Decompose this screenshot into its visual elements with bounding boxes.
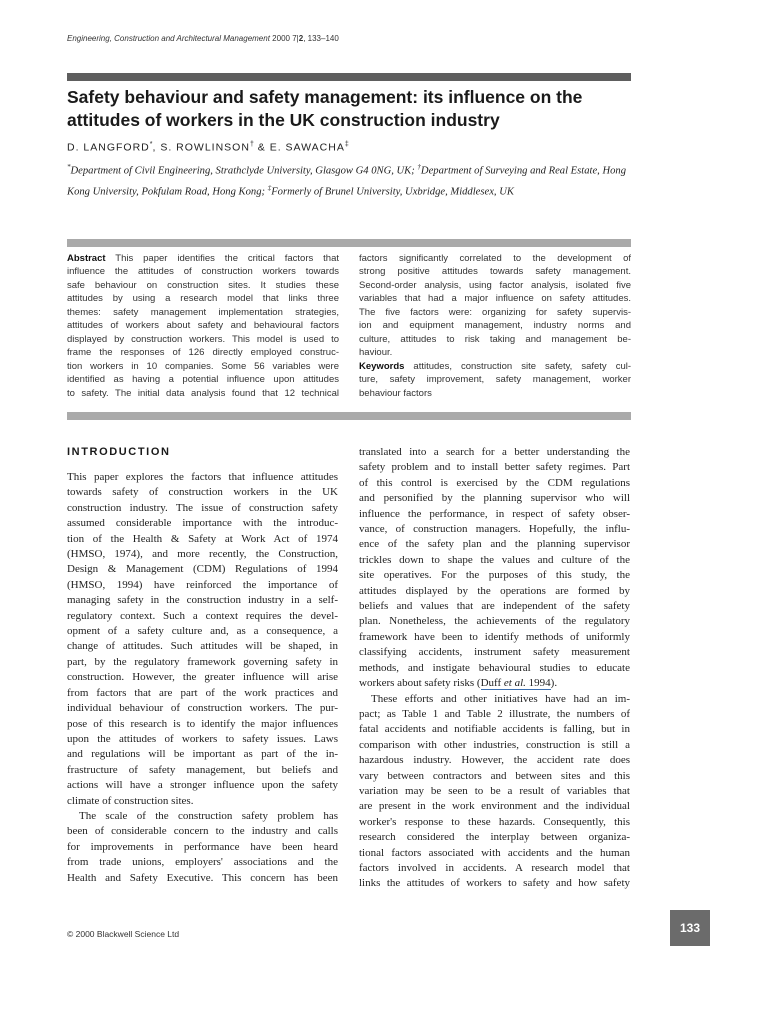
journal-volume: 7 [292,34,297,43]
section-heading: INTRODUCTION [67,446,171,458]
page-number: 133 [670,910,710,946]
journal-issue: 2 [298,34,304,43]
text-line: This paper identifies the critical factors that [105,253,339,264]
text-line: ion and equipment management, industry norms and [359,320,631,332]
text-line: part, by the regulatory framework governing safety in [67,655,338,668]
text-line: translated into a search for a better understanding the [359,446,630,458]
affiliation-mark: † [417,163,421,171]
keywords-label: Keywords [359,360,405,372]
text-line: This paper explores the factors that influence attitudes [67,471,338,483]
text-line: beliefs and values that are independent of the safety [359,600,630,613]
citation-line [359,676,630,691]
text-line: behaviour factors [359,387,432,399]
text-line: variables that had a major influence on safety attitudes. [359,293,631,305]
text-line: links the attitudes of workers to safety and how safety [359,877,630,890]
text-line: from factors that are part of the work practices and [67,686,338,699]
text-line: influence the attitudes of construction workers towards [67,266,339,278]
text-line: trickles down to shape the values and culture of the [359,553,630,566]
citation-author: Duff [480,677,504,690]
author-name: D. LANGFORD [67,141,150,154]
author-mark: † [249,141,254,148]
keywords-first-line [359,360,631,373]
text-line: frastructure of safety management, but beliefs and [67,763,338,776]
text-line: Design & Management (CDM) Regulations of 1994 [67,563,338,576]
text-line: frame the responses of 126 directly employed construc- [67,347,339,359]
text-line: attitudes, construction site safety, safety cul- [404,360,631,372]
text-line: from trade unions, employers' associations and the [67,856,338,869]
text-line: vary between contractors and between sites and this [359,769,630,782]
text-line: The five factors were: organizing for safety supervis- [359,306,631,318]
citation-year: 1994 [525,677,551,690]
author-name: E. SAWACHA [269,141,345,154]
text-line: (HMSO, 1994) have reinforced the importance of [67,578,338,591]
citation-link[interactable] [481,677,551,690]
text-line: to safety. The initial data analysis found that 12 technical [67,387,339,399]
abstract-label: Abstract [67,253,106,264]
text-line: classifying accidents, instrument safety measurement [359,646,630,659]
author-mark: * [149,141,153,148]
text-line: vance, of construction managers. Hopefully, the influ- [359,523,630,536]
text-line: attitudes of workers about safety and behavioural factors [67,320,339,332]
affiliation-text: Department of Civil Engineering, Strathclyde University, Glasgow G4 0NG, UK; [70,165,418,177]
text-line: factors involved in accidents. A research model that [359,861,630,874]
text-line: The scale of the construction safety problem has [79,809,338,822]
text-line: comparison with other industries, construction is still a [359,738,630,751]
text-line: plan. Nonetheless, the achievements of the regulatory [359,615,630,628]
text-line: assumed considerable importance with the introduc- [67,517,338,530]
text-line: attitudes by using a research model that links three [67,293,339,305]
text-line: climate of construction sites. [67,794,194,807]
body-right-column [359,445,630,892]
text-line: are present in the work environment and the individual [359,800,630,813]
text-line: strong positive attitudes towards safety management. [359,266,631,278]
text-line: and regulations will be important as part of the in- [67,748,338,761]
text-fragment: workers about safety risks ( [359,677,481,690]
text-line: worker's response to these hazards. Consequently, this [359,815,630,828]
affiliation-mark: * [67,163,71,171]
text-line: regulatory context. Such a context requires the devel- [67,609,338,622]
text-line: construction. However, the greater influence will arise [67,671,338,684]
text-line: upon the attitudes of workers to safety issues. Laws [67,732,338,745]
author-line: D. LANGFORD*, S. ROWLINSON† & E. SAWACHA‡ [67,141,349,154]
article-title: Safety behaviour and safety management: its influence on the attitudes of workers in the UK construction industry [67,87,583,130]
text-line: tion of the Health & Safety at Work Act of 1974 [67,532,338,545]
text-line: been of considerable concern to the industry and calls [67,825,338,838]
text-line: for improvements in performance have been heard [67,840,338,853]
abstract-bottom-rule [67,412,631,420]
text-line: ence of the safety plan and the planning supervisor [359,538,630,551]
text-line: attitudes displayed by the operations are formed by [359,584,630,597]
journal-year: 2000 [272,34,290,43]
text-line: tional factors associated with accidents and the human [359,846,630,859]
text-line: influence the performance, in respect of safety obser- [359,507,630,520]
text-line: pose of this research is to identify the major influences [67,717,338,730]
author-name: S. ROWLINSON [160,141,250,154]
affiliations [67,159,633,200]
text-line: identified as having a potential influence upon attitudes [67,374,339,386]
text-fragment: ). [550,677,558,690]
abstract-left-column [67,252,339,400]
body-left-column [67,470,338,886]
abstract-right-column [359,252,631,400]
journal-header: Engineering, Construction and Architectural Management 2000 7|2, 133–140 [67,34,339,43]
affiliation-text: Department of Surveying and Real Estate, Hong Kong University, Pokfulam Road, Hong Kong; [67,165,626,198]
text-line: haviour. [359,347,393,359]
abstract-first-line [67,252,339,265]
title-rule [67,73,631,81]
text-line: themes: safety management implementation strategies, [67,306,339,318]
text-line: individual behaviour of construction workers. The pur- [67,702,338,715]
text-line: construction industry. The issue of construction safety [67,501,338,514]
text-line: methods, and instigate behavioural studies to educate [359,661,630,674]
author-mark: ‡ [344,141,349,148]
text-line: variation may be seen to be a result of variables that [359,784,630,797]
citation-etal: et al. [503,677,526,690]
journal-separator: | [296,34,299,43]
text-line: change of attitudes. Such attitudes will be shaped, in [67,640,338,653]
journal-pages: 133–140 [307,34,339,43]
text-line: hazardous industry. However, the accident rate does [359,754,630,767]
text-line: displayed by construction workers. This model is used to [67,333,339,345]
text-line: Health and Safety Executive. This concern has been [67,871,338,884]
text-line: tion workers in 10 companies. Some 56 variables were [67,360,339,372]
text-line: safe behaviour on construction sites. It studies these [67,279,339,291]
copyright: © 2000 Blackwell Science Ltd [67,929,180,939]
text-line: These efforts and other initiatives have had an im- [371,692,630,705]
text-line: site operatives. For the purposes of this study, the [359,569,630,582]
text-line: managing safety in the construction industry in a self- [67,594,338,607]
text-line: factors significantly correlated to the development of [359,253,631,264]
text-line: fatal accidents and notifiable accidents is falling, but in [359,723,630,736]
journal-name: Engineering, Construction and Architectural Management [67,34,270,43]
text-line: actions will have a stronger influence upon the safety [67,779,338,792]
text-line: of this control is exercised by the CDM regulations [359,476,630,489]
text-line: opment of a safety culture and, as a consequence, a [67,625,338,638]
text-line: Second-order analysis, using factor analysis, isolated five [359,279,631,291]
text-line: culture, attitudes to risk taking and management be- [359,333,631,345]
text-line: ture, safety improvement, safety management, worker [359,374,631,386]
text-line: research considered the interplay between organiza- [359,831,630,844]
text-line: pact; as Table 1 and Table 2 illustrate, the numbers of [359,707,630,720]
text-line: (HMSO, 1974), and more recently, the Construction, [67,548,338,561]
abstract-top-rule [67,239,631,247]
affiliation-mark: ‡ [267,183,272,192]
text-line: towards safety of construction workers in the UK [67,486,338,499]
text-line: framework have been to identify methods of uniformly [359,630,630,643]
affiliation-text: Formerly of Brunel University, Uxbridge, Middlesex, UK [271,186,514,198]
text-line: safety problem and to install better safety regimes. Part [359,461,630,474]
text-line: and personified by the planning supervisor who will [359,492,630,505]
